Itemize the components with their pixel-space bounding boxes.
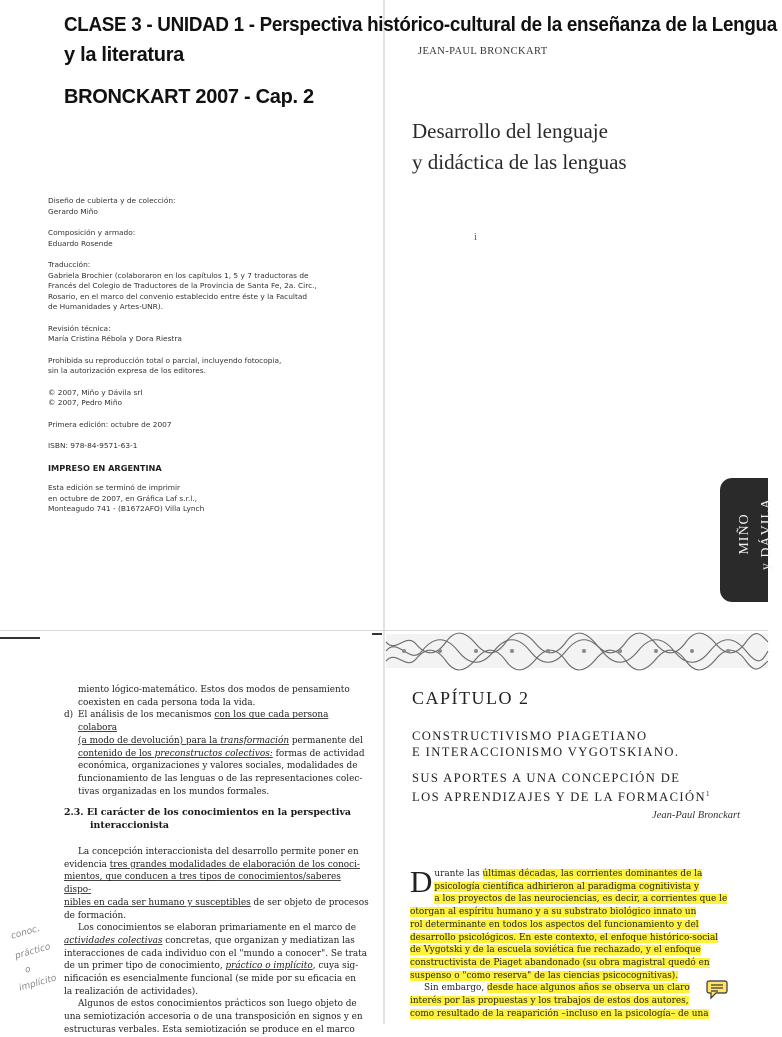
text-line: miento lógico-matemático. Estos dos modos de pensamiento — [78, 685, 350, 695]
text-line — [410, 944, 744, 957]
printing-line: Monteagudo 741 - (B1672AFO) Villa Lynch — [48, 504, 205, 513]
printing-line: en octubre de 2007, en Gráfica Laf s.r.l., — [48, 493, 198, 503]
handwritten-note: práctico — [14, 941, 52, 962]
text-line — [410, 995, 744, 1008]
underlined-span: contenido de los — [78, 748, 155, 759]
text-span: permanente del — [289, 735, 363, 746]
credit-label: Composición y armado: — [48, 228, 136, 237]
chapter-label: CAPÍTULO 2 — [412, 688, 530, 708]
text-line: Los conocimientos se elaboran primariamente en el marco de — [78, 923, 356, 934]
text-span: concretas, que organizan y mediatizan las — [162, 935, 355, 946]
text-line: estructuras verbales. Esta semiotización se produce en el marco — [64, 1024, 355, 1035]
text-line — [410, 919, 744, 932]
document-subheading: BRONCKART 2007 - Cap. 2 — [64, 86, 314, 108]
text-span: urante las — [434, 869, 483, 879]
text-line — [64, 748, 370, 761]
text-line: La concepción interaccionista del desarrollo permite poner en — [78, 847, 359, 857]
scan-edge-mark — [372, 633, 382, 635]
text-span: El análisis de los mecanismos — [78, 710, 215, 721]
document-heading-continued: y la literatura — [64, 44, 185, 66]
credit-value: Gerardo Miño — [48, 206, 98, 216]
text-line — [410, 970, 744, 983]
chapter-title — [412, 728, 748, 805]
text-line — [410, 893, 744, 906]
highlighted-span: constructivista de Piaget abandonado (su obra magistral quedó en — [410, 957, 710, 968]
section-heading — [64, 806, 370, 832]
publisher-logo-text — [734, 472, 782, 596]
title-page-author: JEAN-PAUL BRONCKART — [418, 46, 548, 57]
text-line: una semiotización accesoria o de una transposición en signos y en — [64, 1012, 363, 1023]
book-title-line: y didáctica de las lenguas — [412, 150, 627, 174]
text-line — [410, 881, 744, 894]
book-title-line: Desarrollo del lenguaje — [412, 119, 608, 143]
text-line — [64, 897, 370, 910]
rights-notice — [48, 356, 338, 377]
credit-label: Traducción: — [48, 260, 91, 269]
highlighted-span: suspenso o "como reserva" de las ciencias psicocognitivas). — [410, 970, 679, 981]
chapter-title-line: CONSTRUCTIVISMO PIAGETIANO — [412, 729, 648, 743]
text-line — [410, 957, 744, 970]
highlighted-span: como resultado de la reaparición –incluso en la psicología– de una — [410, 1008, 709, 1019]
rights-line: Prohibida su reproducción total o parcial, incluyendo fotocopia, — [48, 355, 282, 365]
text-line: de formación. — [64, 910, 127, 921]
handwritten-note: implícito — [18, 973, 58, 994]
italic-span: preconstructos colectivos: — [154, 748, 273, 759]
text-span: formas de actividad — [272, 748, 365, 759]
text-line — [410, 932, 744, 945]
scan-mark: i — [474, 232, 477, 243]
body-paragraphs — [64, 846, 370, 1037]
text-line: nificación es esencialmente funcional (se mide por su eficacia en — [64, 974, 356, 985]
page-gutter — [383, 0, 385, 1024]
copyright-line: © 2007, Miño y Dávila srl — [48, 387, 143, 397]
credit-label: Diseño de cubierta y de colección: — [48, 196, 176, 205]
printing-line: Esta edición se terminó de imprimir — [48, 483, 181, 492]
copyright-block — [48, 388, 338, 409]
underlined-span: con los que cada persona colabora — [78, 710, 329, 734]
credit-value: Rosario, en el marco del convenio establecido entre éste y la Facultad — [48, 291, 308, 301]
credit-label: Revisión técnica: — [48, 323, 111, 333]
chapter-body — [410, 864, 744, 1020]
drop-cap: D — [410, 864, 433, 899]
text-line — [64, 859, 370, 872]
credit-translation — [48, 260, 338, 313]
text-line: Algunos de estos conocimientos prácticos son luego objeto de — [78, 999, 357, 1010]
publisher-logo — [720, 478, 774, 602]
credit-value: Eduardo Rosende — [48, 238, 113, 248]
text-line — [410, 982, 744, 995]
section-heading-line: 2.3. El carácter de los conocimientos en la perspectiva — [64, 807, 351, 818]
underlined-span: mientos, que conducen a tres tipos de conocimientos/saberes dispo- — [64, 872, 341, 896]
italic-span: actividades colectivas — [64, 935, 163, 946]
text-span: evidencia — [64, 859, 110, 870]
ornament-border — [386, 634, 768, 668]
credit-cover-design — [48, 196, 338, 217]
logo-line: MIÑO — [737, 513, 752, 555]
scan-edge-mark — [0, 637, 40, 639]
handwritten-note: o — [24, 964, 33, 976]
comment-icon[interactable] — [706, 978, 728, 1000]
underlined-span: (a modo de devolución) para la — [78, 735, 221, 746]
credits-page — [48, 196, 338, 515]
text-line — [64, 735, 370, 748]
text-line — [410, 868, 744, 881]
highlighted-span: últimas décadas, las corrientes dominantes de la — [482, 869, 703, 879]
text-line: la realización de actividades). — [64, 986, 199, 997]
text-line — [410, 1008, 744, 1021]
text-span: de un primer tipo de conocimiento, — [64, 961, 226, 972]
handwritten-note: conoc. — [10, 923, 42, 942]
highlighted-span: a los proyectos de las neurociencias, es decir, a corrientes que le — [434, 894, 728, 905]
page-divider — [0, 630, 768, 631]
book-title — [412, 116, 627, 178]
text-line: coexisten en cada persona toda la vida. — [78, 697, 256, 708]
footnote-marker: 1 — [706, 790, 711, 798]
credit-value: María Cristina Rébola y Dora Riestra — [48, 334, 182, 343]
text-line — [64, 960, 370, 973]
chapter-title-line — [412, 786, 748, 805]
highlighted-span: rol determinante en todos los aspectos del funcionamiento y del — [410, 919, 699, 930]
text-line — [64, 935, 370, 948]
rights-line: sin la autorización expresa de los editores. — [48, 366, 207, 375]
underlined-span: nibles en cada ser humano y susceptibles — [64, 897, 251, 908]
text-line: funcionamiento de las lenguas o de las representaciones colec- — [78, 773, 363, 784]
highlighted-span: otorgan al espíritu humano y a su substrato biológico innato un — [410, 907, 697, 918]
italic-span: práctico o implícito — [225, 961, 313, 972]
text-line — [64, 871, 370, 896]
credit-revision — [48, 324, 338, 345]
highlighted-span: interés por las propuestas y los trabajos de estos dos autores, — [410, 996, 689, 1007]
isbn-line: ISBN: 978-84-9571-63-1 — [48, 441, 138, 450]
printing-note — [48, 483, 338, 515]
text-line: económica, organizaciones y valores sociales, modalidades de — [78, 761, 358, 772]
highlighted-span: psicología científica adhirieron al paradigma cognitivista y — [434, 881, 699, 892]
text-span: Sin embargo, — [424, 983, 488, 994]
credit-value: Gabriela Brochier (colaboraron en los capítulos 1, 5 y 7 traductoras de — [48, 270, 309, 280]
chapter-title-text: LOS APRENDIZAJES Y DE LA FORMACIÓN — [412, 790, 707, 805]
credit-composition — [48, 228, 338, 249]
printed-in-label: IMPRESO EN ARGENTINA — [48, 462, 162, 473]
chapter-byline: Jean-Paul Bronckart — [652, 810, 740, 821]
credit-value: de Humanidades y Artes-UNR). — [48, 302, 164, 311]
list-marker: d) — [64, 710, 74, 721]
continued-paragraph — [64, 684, 370, 798]
chapter-title-line: SUS APORTES A UNA CONCEPCIÓN DE — [412, 771, 681, 785]
underlined-span: tres grandes modalidades de elaboración de los conoci- — [109, 859, 360, 870]
text-line: tivas organizadas en los mundos formales. — [78, 786, 270, 797]
credit-value: Francés del Colegio de Traductores de la Provincia de Santa Fe, 2a. Circ., — [48, 281, 317, 290]
edition-line: Primera edición: octubre de 2007 — [48, 419, 172, 429]
highlighted-span: de Vygotski y de la escuela soviética fue rechazado, y el enfoque — [410, 945, 701, 956]
copyright-line: © 2007, Pedro Miño — [48, 398, 123, 407]
highlighted-span: desde hace algunos años se observa un claro — [487, 983, 690, 994]
italic-span: transformación — [220, 735, 290, 746]
section-heading-line: interaccionista — [90, 820, 169, 831]
chapter-title-line: E INTERACCIONISMO VYGOTSKIANO. — [412, 745, 680, 759]
document-heading: CLASE 3 - UNIDAD 1 - Perspectiva histórico-cultural de la enseñanza de la Lengua — [64, 14, 777, 36]
list-item-d — [64, 709, 370, 734]
text-span: , cuya sig- — [312, 961, 359, 972]
text-span: de ser objeto de procesos — [250, 897, 369, 908]
logo-line: y DÁVILA — [759, 497, 774, 571]
text-line: interacciones de cada individuo con el "mundo a conocer". Se trata — [64, 948, 367, 959]
text-line — [410, 906, 744, 919]
highlighted-span: desarrollo psicológicos. En este contexto, el enfoque histórico-social — [410, 932, 719, 943]
